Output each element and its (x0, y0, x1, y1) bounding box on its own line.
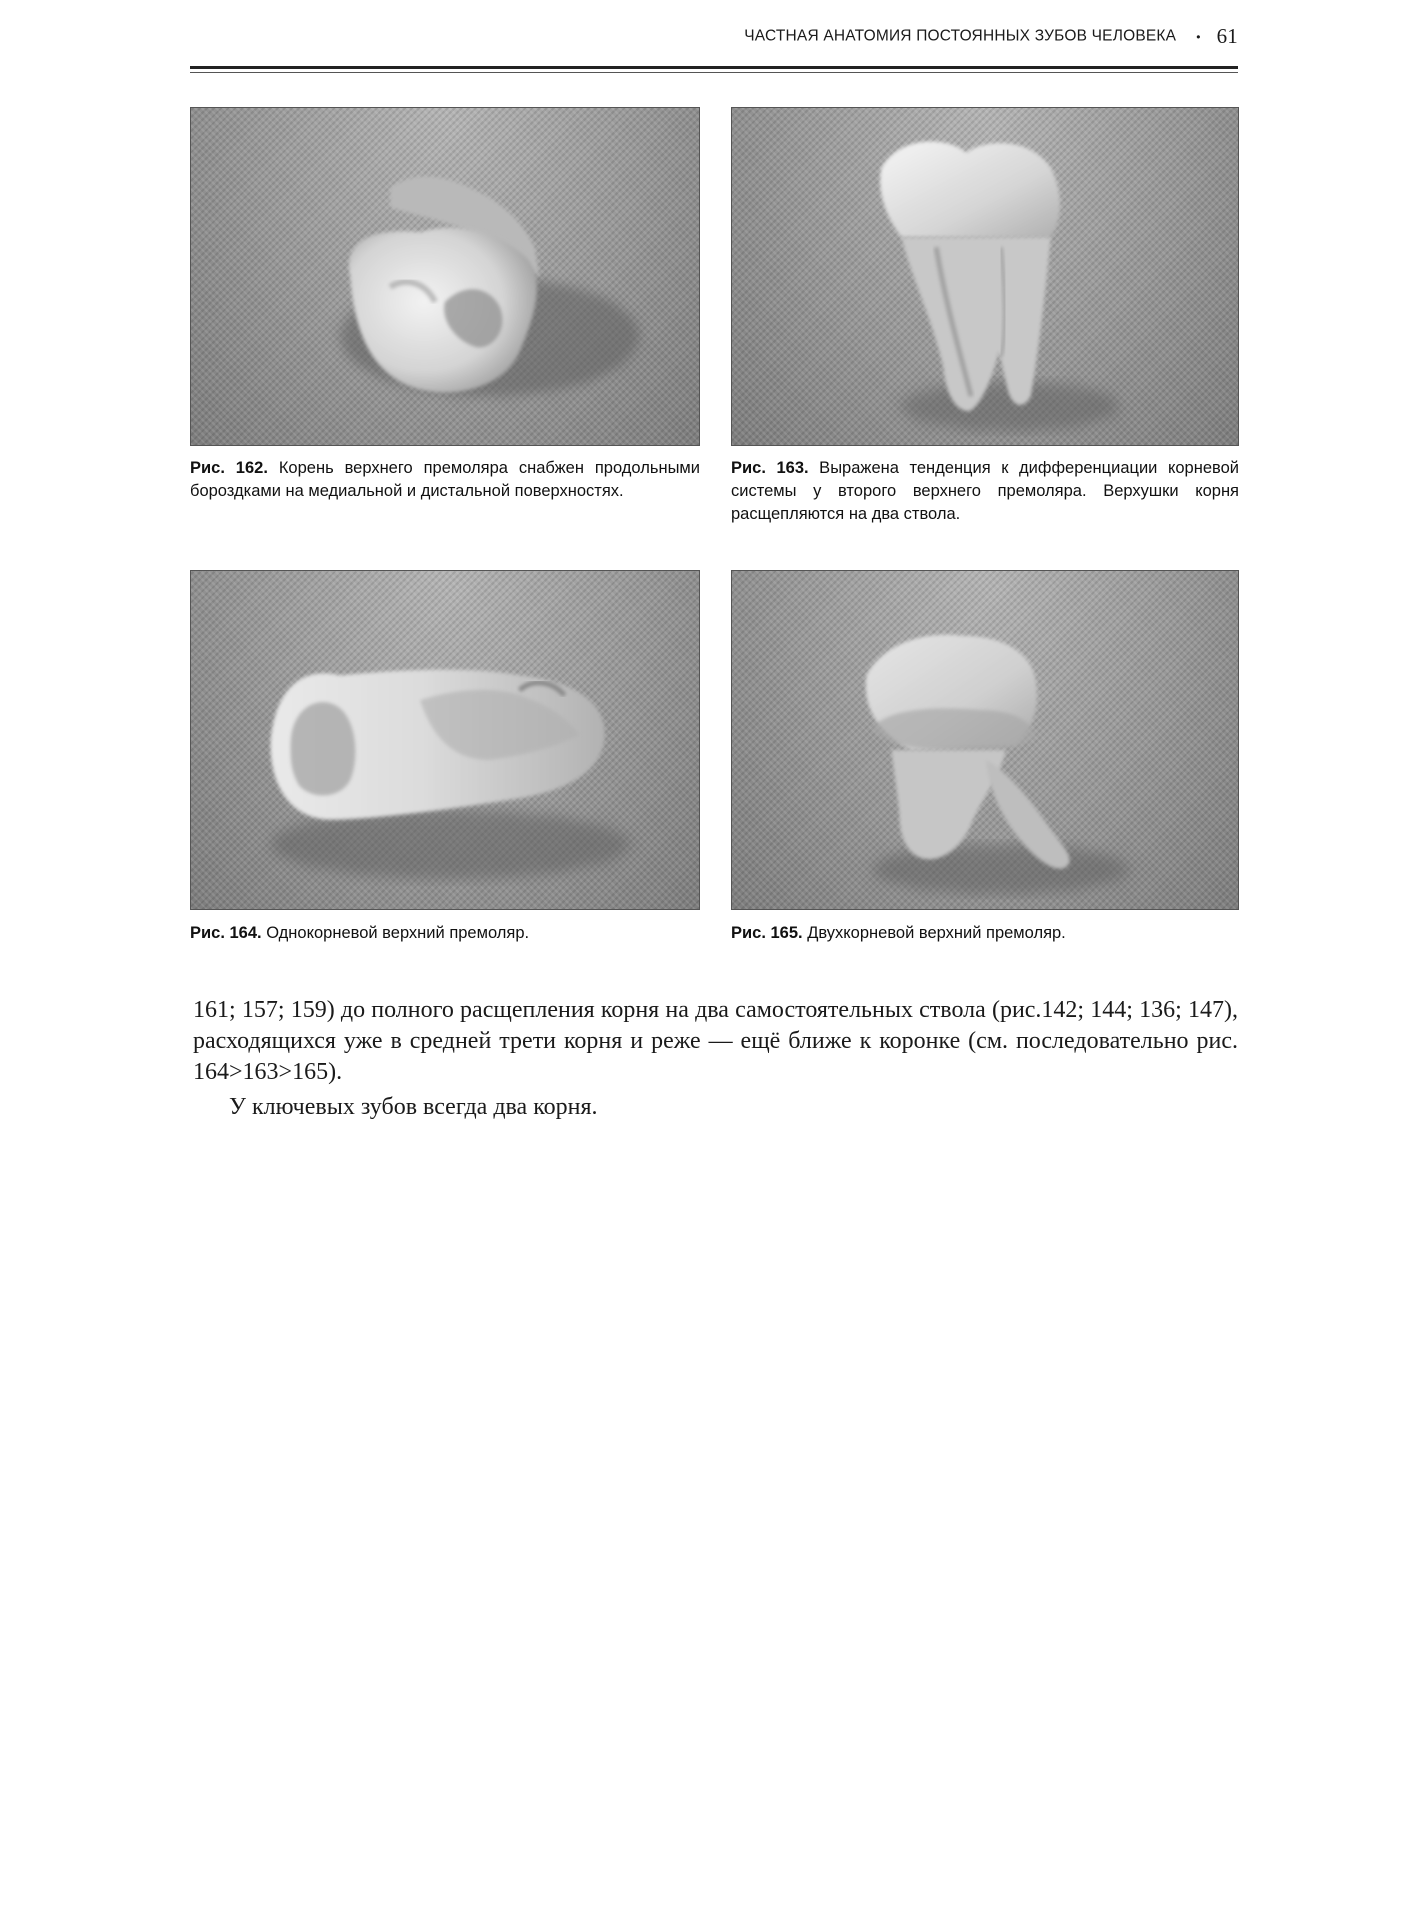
page-number: 61 (1216, 24, 1238, 48)
figure-165-label: Рис. 165. (731, 924, 803, 942)
header-rule-thick (190, 66, 1238, 69)
figure-164-photo (190, 570, 700, 910)
figure-163-label: Рис. 163. (731, 459, 809, 477)
figure-165-photo (731, 570, 1239, 910)
header-rule-thin (190, 72, 1238, 73)
figure-162-text: Корень верхнего премоляра снабжен продольными бороздками на медиальной и дистальной поверхностях. (190, 459, 700, 500)
figure-164-caption (190, 922, 700, 945)
tooth-162-image (191, 108, 699, 445)
running-title: ЧАСТНАЯ АНАТОМИЯ ПОСТОЯННЫХ ЗУБОВ ЧЕЛОВЕКА (744, 27, 1177, 45)
figure-165-text: Двухкорневой верхний премоляр. (802, 924, 1066, 942)
bullet-separator: • (1196, 29, 1201, 44)
figure-162-photo (190, 107, 700, 446)
figure-164-label: Рис. 164. (190, 924, 262, 942)
figure-165-caption (731, 922, 1239, 945)
figure-164-text: Однокорневой верхний премоляр. (261, 924, 530, 942)
body-paragraph-1: 161; 157; 159) до полного расщепления корня на два самостоятельных ствола (рис.142; 144; 136; 147), расходящихся уже в средней трети корня и реже — ещё ближе к коронке (см. последовательно рис. 164>163>165). (193, 997, 1238, 1085)
tooth-164-image (191, 571, 699, 909)
running-header (190, 24, 1238, 50)
figure-163-text: Выражена тенденция к дифференциации корневой системы у второго верхнего премоляра. Верхушки корня расщепляются на два ствола. (731, 459, 1239, 523)
body-text (193, 995, 1238, 1123)
figure-162-label: Рис. 162. (190, 459, 268, 477)
figure-163-caption (731, 457, 1239, 526)
figure-163-photo (731, 107, 1239, 446)
figure-162-caption (190, 457, 700, 503)
tooth-165-image (732, 571, 1238, 909)
body-paragraph-2: У ключевых зубов всегда два корня. (229, 1094, 598, 1120)
tooth-163-image (732, 108, 1238, 445)
